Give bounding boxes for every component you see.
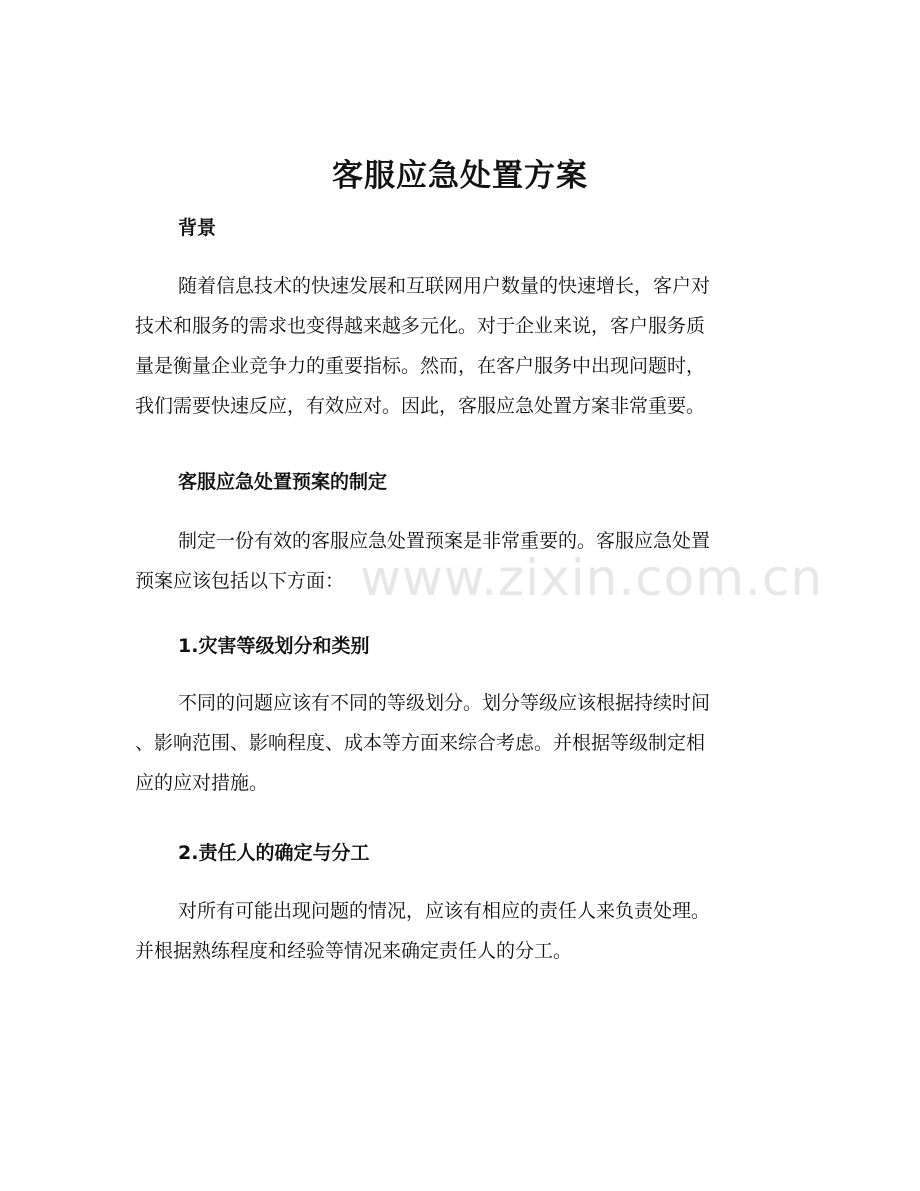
paragraph-line: 我们需要快速反应，有效应对。因此，客服应急处置方案非常重要。 — [135, 395, 706, 417]
paragraph-line: 技术和服务的需求也变得越来越多元化。对于企业来说，客户服务质 — [135, 315, 706, 337]
paragraph-line: 预案应该包括以下方面： — [135, 570, 345, 592]
paragraph-line: 并根据熟练程度和经验等情况来确定责任人的分工。 — [135, 940, 573, 962]
section-heading-grade: 1.灾害等级划分和类别 — [178, 635, 370, 657]
paragraph-line: 随着信息技术的快速发展和互联网用户数量的快速增长，客户对 — [178, 275, 711, 297]
paragraph-grade — [135, 683, 769, 803]
paragraph-background — [135, 266, 769, 426]
section-heading-background: 背景 — [178, 217, 217, 239]
paragraph-line: 不同的问题应该有不同的等级划分。划分等级应该根据持续时间 — [178, 692, 711, 714]
paragraph-line: 量是衡量企业竞争力的重要指标。然而，在客户服务中出现问题时， — [135, 355, 706, 377]
section-heading-duty: 2.责任人的确定与分工 — [178, 842, 370, 864]
paragraph-line: 应的应对措施。 — [135, 772, 269, 794]
paragraph-line: 制定一份有效的客服应急处置预案是非常重要的。客服应急处置 — [178, 530, 711, 552]
watermark: www.zixin.com.cn — [360, 549, 824, 607]
paragraph-line: 、影响范围、影响程度、成本等方面来综合考虑。并根据等级制定相 — [135, 732, 706, 754]
section-heading-plan: 客服应急处置预案的制定 — [178, 471, 388, 493]
paragraph-duty — [135, 891, 769, 971]
paragraph-plan — [135, 521, 769, 601]
document-title: 客服应急处置方案 — [332, 158, 588, 194]
paragraph-line: 对所有可能出现问题的情况，应该有相应的责任人来负责处理。 — [178, 900, 711, 922]
